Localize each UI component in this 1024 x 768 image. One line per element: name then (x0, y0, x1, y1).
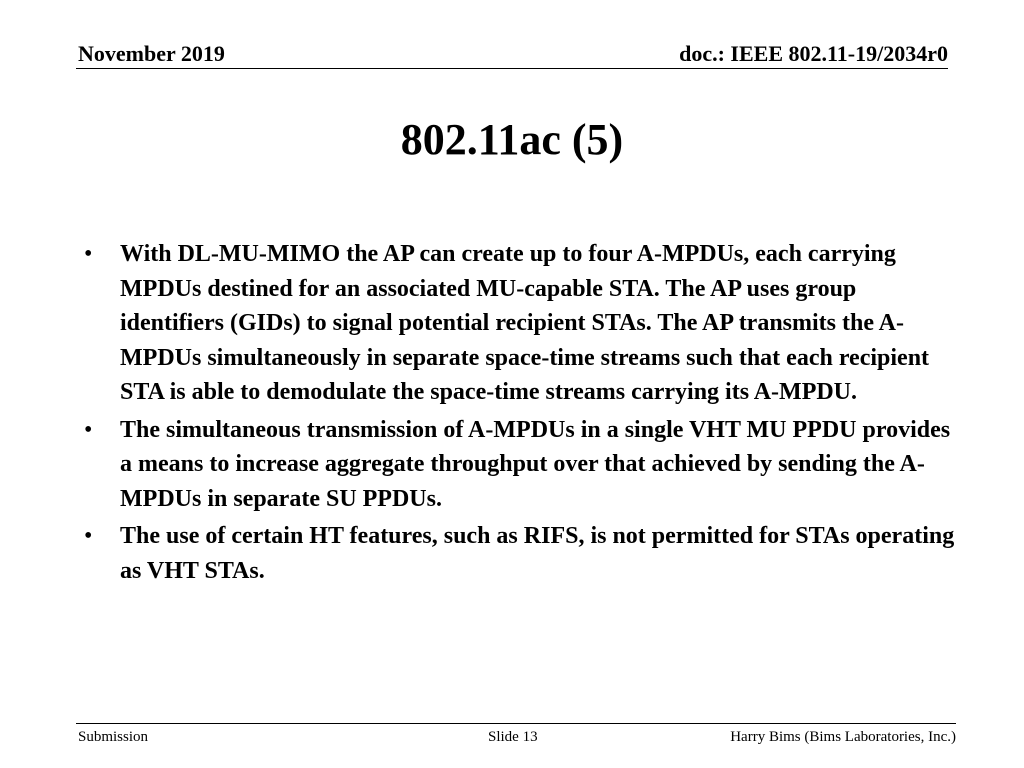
bullet-item (78, 413, 958, 517)
footer-divider (76, 723, 956, 724)
bullet-list (78, 237, 958, 591)
header-date: November 2019 (78, 41, 225, 66)
footer-slide-number: Slide 13 (488, 729, 538, 745)
header-doc-id: doc.: IEEE 802.11-19/2034r0 (679, 41, 948, 66)
bullet-item (78, 237, 958, 410)
bullet-text: The use of certain HT features, such as RIFS, is not permitted for STAs operating as VHT STAs. (120, 523, 955, 584)
footer-author: Harry Bims (Bims Laboratories, Inc.) (730, 729, 956, 745)
slide-title: 802.11ac (5) (400, 115, 624, 164)
footer-submission: Submission (78, 729, 149, 745)
bullet-text: The simultaneous transmission of A-MPDUs in a single VHT MU PPDU provides a means to increase aggregate throughput over that achieved by sending the A-MPDUs in separate SU PPDUs. (120, 416, 951, 512)
bullet-text: With DL-MU-MIMO the AP can create up to four A-MPDUs, each carrying MPDUs destined for an associated MU-capable STA. The AP uses group identifiers (GIDs) to signal potential recipient STAs. The AP transmits the A-MPDUs simultaneously in separate space-time streams such that each recipient STA is able to demodulate the space-time streams carrying its A-MPDU. (120, 241, 930, 405)
bullet-marker: • (84, 241, 93, 267)
bullet-marker: • (84, 416, 93, 443)
header-divider (76, 68, 948, 69)
bullet-marker: • (84, 523, 93, 549)
bullet-item (78, 519, 958, 588)
